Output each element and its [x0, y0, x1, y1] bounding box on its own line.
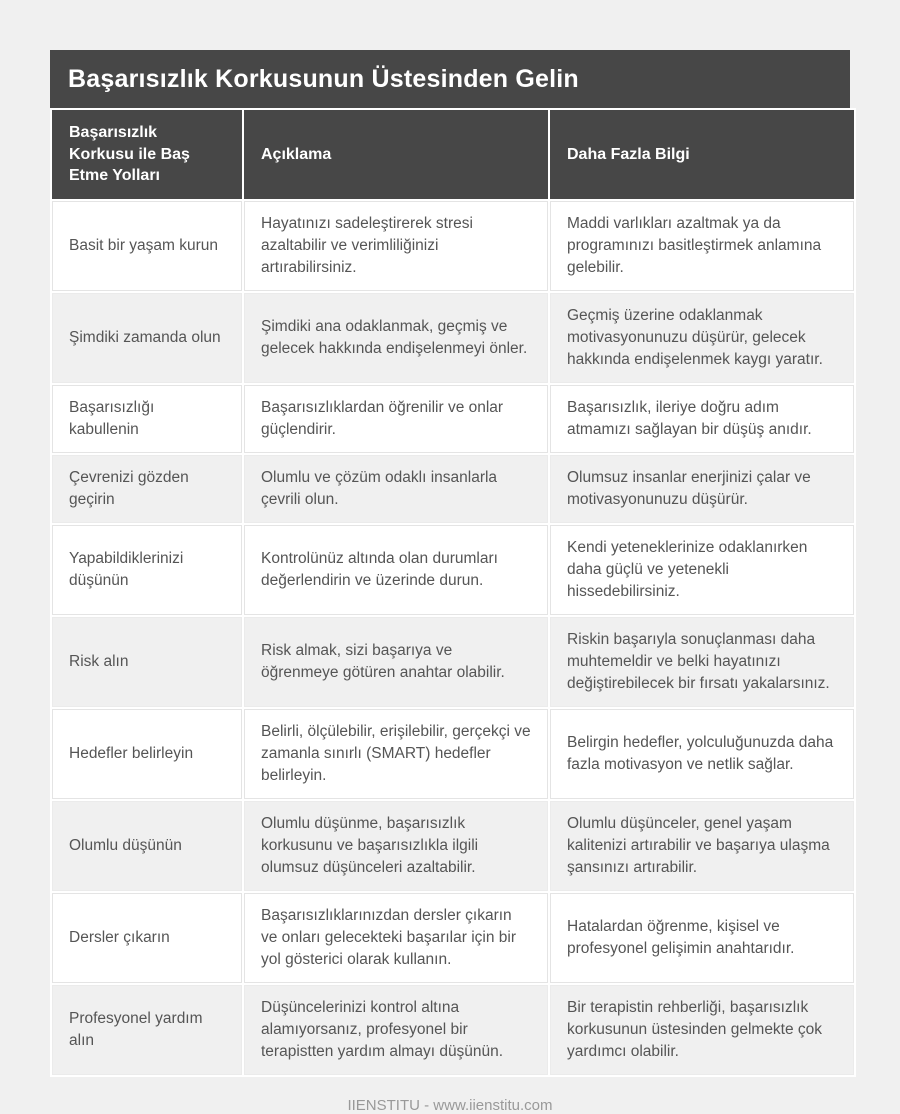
info-cell: Kendi yeteneklerinize odaklanırken daha güçlü ve yetenekli hissedebilirsiniz.	[550, 525, 854, 615]
table-row	[52, 385, 854, 453]
info-cell: Olumlu düşünceler, genel yaşam kalitenizi artırabilir ve başarıya ulaşma şansınızı artırabilir.	[550, 801, 854, 891]
page-title: Başarısızlık Korkusunun Üstesinden Gelin	[50, 50, 850, 108]
table-header-row	[52, 110, 854, 199]
info-cell: Geçmiş üzerine odaklanmak motivasyonunuzu düşürür, gelecek hakkında endişelenmek kaygı yaratır.	[550, 293, 854, 383]
method-cell: Başarısızlığı kabullenin	[52, 385, 242, 453]
method-cell: Çevrenizi gözden geçirin	[52, 455, 242, 523]
method-cell: Basit bir yaşam kurun	[52, 201, 242, 291]
description-cell: Başarısızlıklarınızdan dersler çıkarın ve onları gelecekteki başarılar için bir yol gösterici olarak kullanın.	[244, 893, 548, 983]
table-row	[52, 893, 854, 983]
method-cell: Olumlu düşünün	[52, 801, 242, 891]
table-row	[52, 617, 854, 707]
column-header-method: Başarısızlık Korkusu ile Baş Etme Yolları	[52, 110, 242, 199]
method-cell: Şimdiki zamanda olun	[52, 293, 242, 383]
content-card	[50, 50, 850, 1114]
description-cell: Olumlu düşünme, başarısızlık korkusunu ve başarısızlıkla ilgili olumsuz düşünceleri azaltabilir.	[244, 801, 548, 891]
description-cell: Belirli, ölçülebilir, erişilebilir, gerçekçi ve zamanla sınırlı (SMART) hedefler belirleyin.	[244, 709, 548, 799]
table-row	[52, 525, 854, 615]
table-row	[52, 801, 854, 891]
description-cell: Şimdiki ana odaklanmak, geçmiş ve gelecek hakkında endişelenmeyi önler.	[244, 293, 548, 383]
table-row	[52, 201, 854, 291]
description-cell: Düşüncelerinizi kontrol altına alamıyorsanız, profesyonel bir terapistten yardım almayı düşünün.	[244, 985, 548, 1075]
description-cell: Başarısızlıklardan öğrenilir ve onlar güçlendirir.	[244, 385, 548, 453]
info-cell: Olumsuz insanlar enerjinizi çalar ve motivasyonunuzu düşürür.	[550, 455, 854, 523]
method-cell: Hedefler belirleyin	[52, 709, 242, 799]
info-cell: Hatalardan öğrenme, kişisel ve profesyonel gelişimin anahtarıdır.	[550, 893, 854, 983]
method-cell: Dersler çıkarın	[52, 893, 242, 983]
info-cell: Bir terapistin rehberliği, başarısızlık korkusunun üstesinden gelmekte çok yardımcı olabilir.	[550, 985, 854, 1075]
method-cell: Yapabildiklerinizi düşünün	[52, 525, 242, 615]
method-cell: Profesyonel yardım alın	[52, 985, 242, 1075]
footer-credit: IIENSTITU - www.iienstitu.com	[347, 1096, 553, 1114]
info-cell: Riskin başarıyla sonuçlanması daha muhtemeldir ve belki hayatınızı değiştirebilecek bir fırsatı yakalarsınız.	[550, 617, 854, 707]
description-cell: Hayatınızı sadeleştirerek stresi azaltabilir ve verimliliğinizi artırabilirsiniz.	[244, 201, 548, 291]
description-cell: Kontrolünüz altında olan durumları değerlendirin ve üzerinde durun.	[244, 525, 548, 615]
info-cell: Maddi varlıkları azaltmak ya da programınızı basitleştirmek anlamına gelebilir.	[550, 201, 854, 291]
table-row	[52, 985, 854, 1075]
column-header-info: Daha Fazla Bilgi	[550, 110, 854, 199]
table-row	[52, 709, 854, 799]
coping-methods-table	[50, 108, 856, 1077]
description-cell: Olumlu ve çözüm odaklı insanlarla çevrili olun.	[244, 455, 548, 523]
info-cell: Belirgin hedefler, yolculuğunuzda daha fazla motivasyon ve netlik sağlar.	[550, 709, 854, 799]
method-cell: Risk alın	[52, 617, 242, 707]
table-row	[52, 455, 854, 523]
description-cell: Risk almak, sizi başarıya ve öğrenmeye götüren anahtar olabilir.	[244, 617, 548, 707]
column-header-description: Açıklama	[244, 110, 548, 199]
table-row	[52, 293, 854, 383]
info-cell: Başarısızlık, ileriye doğru adım atmamızı sağlayan bir düşüş anıdır.	[550, 385, 854, 453]
